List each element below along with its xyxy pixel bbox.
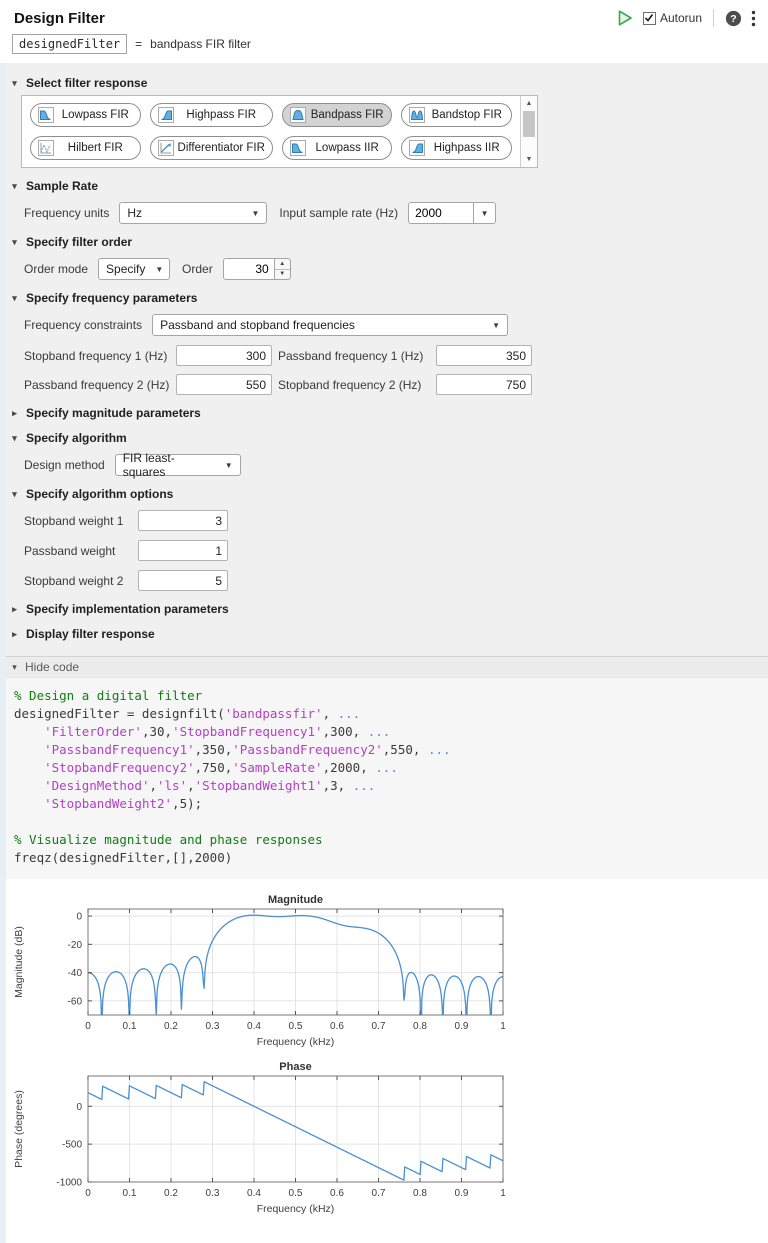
task-header	[0, 0, 768, 27]
order-mode-label: Order mode	[24, 262, 89, 276]
svg-text:Frequency (kHz): Frequency (kHz)	[256, 1203, 335, 1215]
output-variable-field[interactable]: designedFilter	[12, 34, 127, 54]
lowpass-iir-icon	[290, 140, 306, 156]
spinner-down-icon[interactable]: ▼	[279, 271, 286, 278]
frequency-constraints-label: Frequency constraints	[24, 318, 143, 332]
help-button[interactable]	[725, 10, 742, 27]
passband-frequency-1-label: Passband frequency 1 (Hz)	[278, 348, 424, 363]
frequency-constraints-select[interactable]: Passband and stopband frequencies ▼	[152, 314, 508, 336]
svg-text:0.6: 0.6	[330, 1188, 344, 1199]
bandpass-fir-icon	[290, 107, 306, 123]
collapse-icon: ▾	[12, 432, 17, 443]
hide-code-toggle[interactable]: ▾ Hide code	[0, 656, 768, 678]
svg-text:0.3: 0.3	[205, 1021, 220, 1032]
chevron-down-icon[interactable]: ▼	[474, 202, 496, 224]
svg-text:?: ?	[730, 12, 737, 25]
help-icon	[725, 10, 742, 27]
stopband-weight-1-field[interactable]	[138, 510, 228, 531]
input-sample-rate-label: Input sample rate (Hz)	[279, 206, 399, 220]
divider	[713, 9, 714, 27]
svg-text:0.5: 0.5	[288, 1021, 303, 1032]
svg-text:0.7: 0.7	[371, 1021, 386, 1032]
figure-output	[0, 879, 768, 1243]
passband-weight-label: Passband weight	[24, 543, 116, 558]
filter-option-label: Highpass FIR	[186, 109, 257, 121]
filter-option-label: Bandstop FIR	[431, 109, 502, 121]
section-specify-filter-order[interactable]: ▾ Specify filter order	[10, 235, 754, 249]
scroll-down-icon[interactable]: ▼	[525, 156, 533, 163]
svg-text:0.9: 0.9	[454, 1021, 469, 1032]
order-label: Order	[182, 262, 213, 276]
svg-text:0: 0	[76, 1101, 82, 1113]
svg-text:-40: -40	[67, 968, 82, 980]
code-line: % Visualize magnitude and phase responses	[14, 832, 323, 847]
svg-text:0.8: 0.8	[413, 1188, 427, 1199]
checkbox-checked-icon	[643, 12, 656, 25]
ellipsis-icon	[751, 10, 756, 27]
filter-option-label: Highpass IIR	[433, 142, 500, 154]
svg-text:0.2: 0.2	[164, 1021, 178, 1032]
passband-frequency-2-field[interactable]	[176, 374, 272, 395]
chevron-down-icon: ▼	[251, 208, 260, 218]
frequency-units-select[interactable]: Hz ▼	[119, 202, 267, 224]
task-parameters-panel	[0, 63, 768, 656]
svg-text:Frequency (kHz): Frequency (kHz)	[256, 1036, 335, 1048]
filter-response-option-lowpass-fir[interactable]	[30, 103, 141, 127]
svg-text:-20: -20	[67, 939, 82, 951]
svg-text:0: 0	[85, 1021, 91, 1032]
svg-text:0.4: 0.4	[247, 1021, 261, 1032]
code-line: 'PassbandFrequency1',350,'PassbandFrequency2',550, ...	[44, 742, 451, 757]
chevron-down-icon: ▼	[155, 264, 164, 274]
spinner-up-icon[interactable]: ▲	[275, 259, 290, 270]
svg-text:-1000: -1000	[56, 1177, 82, 1189]
output-variable-line	[0, 27, 768, 63]
highpass-iir-icon	[409, 140, 425, 156]
passband-weight-field[interactable]	[138, 540, 228, 561]
filter-response-option-highpass-fir[interactable]	[150, 103, 273, 127]
frequency-units-label: Frequency units	[24, 206, 110, 220]
magnitude-plot	[8, 893, 768, 1056]
filter-response-option-bandstop-fir[interactable]	[401, 103, 512, 127]
svg-text:0.1: 0.1	[122, 1188, 137, 1199]
hilbert-fir-icon	[38, 140, 54, 156]
code-line: 'DesignMethod','ls','StopbandWeight1',3, ...	[44, 778, 376, 793]
svg-text:0: 0	[85, 1188, 91, 1199]
equals-sign: =	[135, 37, 143, 51]
input-sample-rate-field[interactable]	[408, 202, 474, 224]
passband-frequency-1-field[interactable]	[436, 345, 532, 366]
order-mode-select[interactable]: Specify ▼	[98, 258, 170, 280]
filter-response-option-differentiator-fir[interactable]	[150, 136, 273, 160]
order-field[interactable]	[223, 258, 275, 280]
filter-response-option-hilbert-fir[interactable]	[30, 136, 141, 160]
highpass-fir-icon	[158, 107, 174, 123]
filter-option-label: Hilbert FIR	[67, 142, 123, 154]
design-method-select[interactable]: FIR least-squares ▼	[115, 454, 241, 476]
collapse-icon: ▾	[12, 77, 17, 88]
svg-text:0.8: 0.8	[413, 1021, 427, 1032]
section-select-filter-response[interactable]: ▾ Select filter response	[10, 76, 754, 90]
section-sample-rate[interactable]: ▾ Sample Rate	[10, 179, 754, 193]
filter-response-option-highpass-iir[interactable]	[401, 136, 512, 160]
svg-text:-60: -60	[67, 996, 82, 1008]
lowpass-fir-icon	[38, 107, 54, 123]
expand-icon: ▸	[12, 628, 17, 639]
stopband-weight-2-field[interactable]	[138, 570, 228, 591]
scrollbar-thumb[interactable]	[523, 111, 535, 137]
output-description: bandpass FIR filter	[150, 37, 251, 51]
filter-option-label: Differentiator FIR	[177, 142, 265, 154]
section-specify-algorithm[interactable]: ▾ Specify algorithm	[10, 431, 754, 445]
design-method-label: Design method	[24, 458, 105, 472]
input-sample-rate-combo	[408, 202, 496, 224]
collapse-icon: ▾	[12, 236, 17, 247]
filter-option-label: Lowpass IIR	[315, 142, 379, 154]
task-actions	[616, 9, 756, 27]
section-specify-implementation-parameters[interactable]: ▸ Specify implementation parameters	[10, 602, 754, 616]
section-specify-algorithm-options[interactable]: ▾ Specify algorithm options	[10, 487, 754, 501]
phase-plot	[8, 1060, 768, 1223]
code-line: designedFilter = designfilt('bandpassfir', ...	[14, 706, 361, 721]
code-line: freqz(designedFilter,[],2000)	[14, 850, 233, 865]
scroll-up-icon[interactable]: ▲	[525, 100, 533, 107]
code-line: 'StopbandWeight2',5);	[44, 796, 203, 811]
svg-text:0.6: 0.6	[330, 1021, 344, 1032]
svg-text:0.3: 0.3	[205, 1188, 220, 1199]
chevron-down-icon: ▼	[224, 460, 233, 470]
svg-text:1: 1	[500, 1188, 506, 1199]
stopband-frequency-1-field[interactable]	[176, 345, 272, 366]
passband-frequency-2-label: Passband frequency 2 (Hz)	[24, 377, 170, 392]
play-icon	[616, 9, 634, 27]
svg-text:0.1: 0.1	[122, 1021, 137, 1032]
svg-text:1: 1	[500, 1021, 506, 1032]
section-display-filter-response[interactable]: ▸ Display filter response	[10, 627, 754, 641]
code-line: % Design a digital filter	[14, 688, 203, 703]
filter-response-gallery	[21, 95, 538, 168]
filter-response-option-bandpass-fir[interactable]	[282, 103, 393, 127]
differentiator-fir-icon	[158, 140, 174, 156]
section-specify-frequency-parameters[interactable]: ▾ Specify frequency parameters	[10, 291, 754, 305]
autorun-checkbox[interactable]	[643, 11, 702, 25]
svg-text:Phase (degrees): Phase (degrees)	[13, 1090, 25, 1168]
svg-text:0: 0	[76, 911, 82, 923]
svg-text:0.2: 0.2	[164, 1188, 178, 1199]
filter-option-label: Bandpass FIR	[310, 109, 384, 121]
svg-text:-500: -500	[61, 1139, 82, 1151]
svg-text:0.5: 0.5	[288, 1188, 303, 1199]
expand-icon: ▸	[12, 603, 17, 614]
expand-icon: ▸	[12, 407, 17, 418]
section-specify-magnitude-parameters[interactable]: ▸ Specify magnitude parameters	[10, 406, 754, 420]
page-title: Design Filter	[14, 9, 105, 27]
chevron-down-icon: ▼	[492, 320, 501, 330]
run-button[interactable]	[616, 9, 634, 27]
collapse-icon: ▾	[12, 180, 17, 191]
gallery-scrollbar[interactable]	[520, 96, 537, 167]
bandstop-fir-icon	[409, 107, 425, 123]
stopband-frequency-2-label: Stopband frequency 2 (Hz)	[278, 377, 422, 392]
menu-button[interactable]	[751, 10, 756, 27]
stopband-weight-2-label: Stopband weight 2	[24, 573, 124, 588]
code-line: 'StopbandFrequency2',750,'SampleRate',2000, ...	[44, 760, 398, 775]
svg-text:0.7: 0.7	[371, 1188, 386, 1199]
filter-option-label: Lowpass FIR	[61, 109, 129, 121]
stopband-frequency-2-field[interactable]	[436, 374, 532, 395]
collapse-icon: ▾	[12, 661, 17, 672]
svg-text:Magnitude (dB): Magnitude (dB)	[13, 926, 25, 998]
stopband-frequency-1-label: Stopband frequency 1 (Hz)	[24, 348, 168, 363]
filter-response-option-lowpass-iir[interactable]	[282, 136, 393, 160]
svg-text:0.4: 0.4	[247, 1188, 261, 1199]
code-line	[14, 813, 768, 831]
collapse-icon: ▾	[12, 292, 17, 303]
order-spinner	[223, 258, 291, 280]
collapse-icon: ▾	[12, 488, 17, 499]
svg-text:0.9: 0.9	[454, 1188, 469, 1199]
svg-text:Magnitude: Magnitude	[268, 894, 323, 906]
svg-text:Phase: Phase	[279, 1061, 312, 1073]
generated-code[interactable]	[0, 678, 768, 879]
autorun-label: Autorun	[659, 11, 702, 25]
code-line: 'FilterOrder',30,'StopbandFrequency1',300, ...	[44, 724, 391, 739]
stopband-weight-1-label: Stopband weight 1	[24, 513, 124, 528]
